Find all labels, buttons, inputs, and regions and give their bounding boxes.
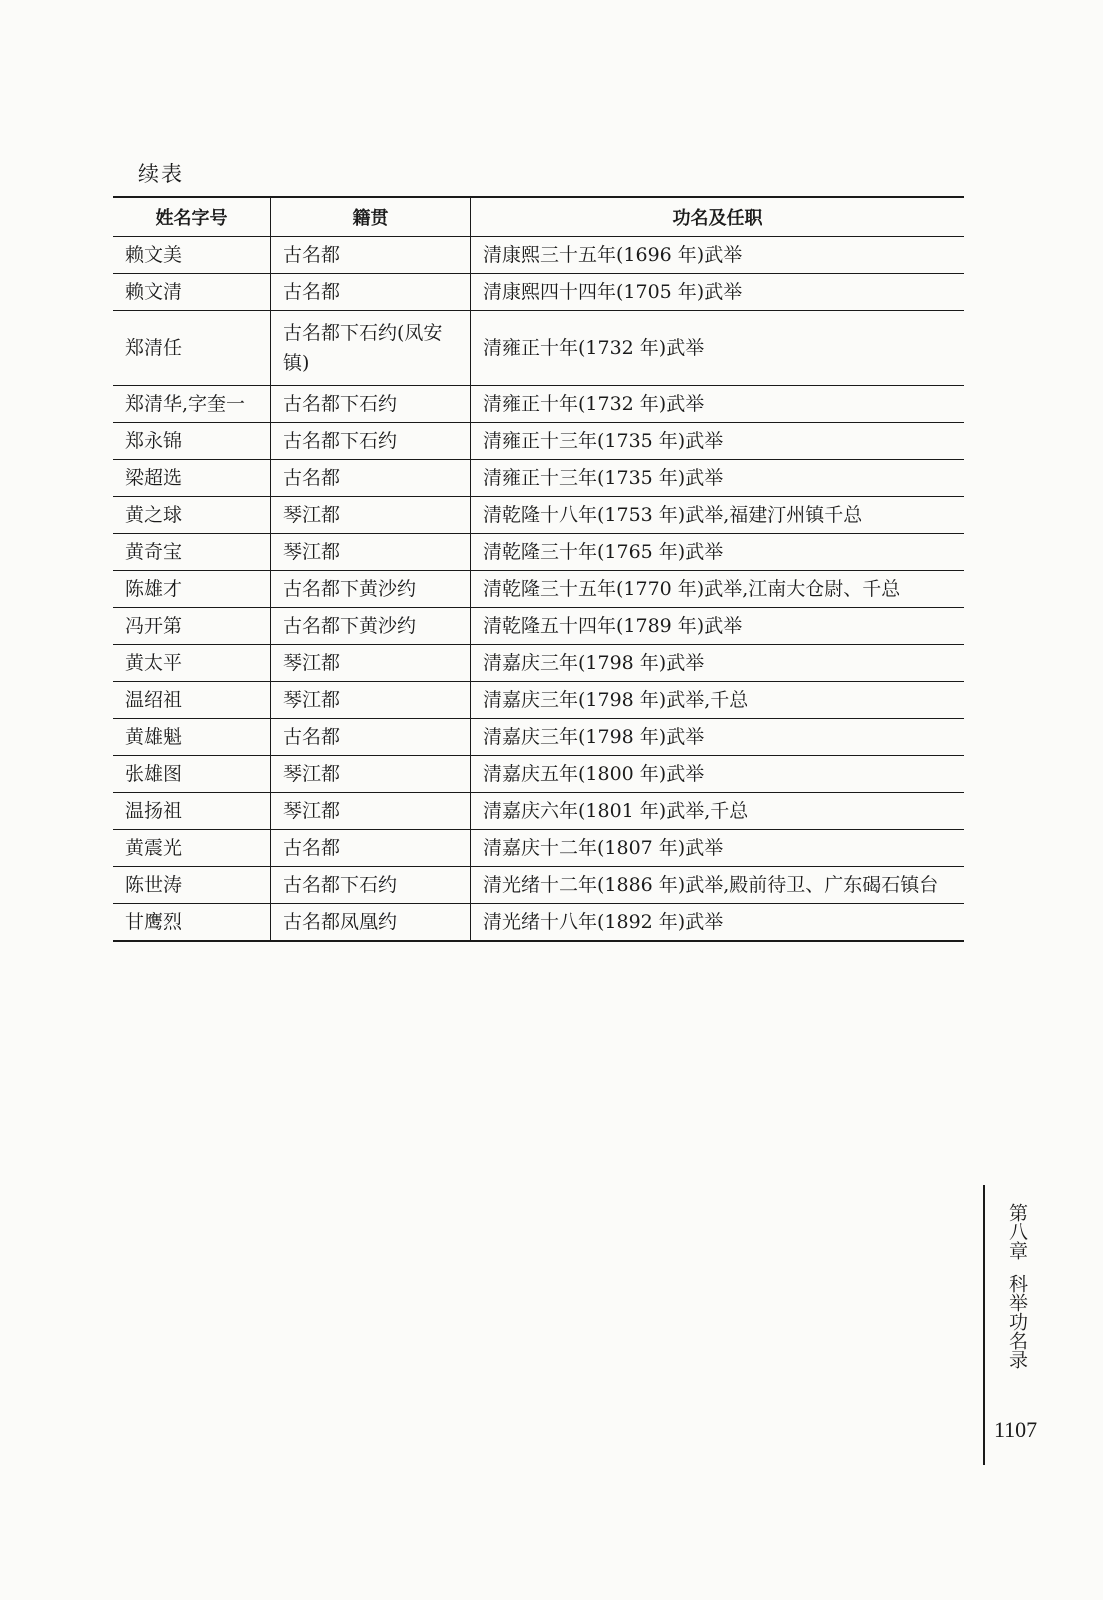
cell-name: 黄太平 (113, 645, 271, 682)
cell-name: 温扬祖 (113, 793, 271, 830)
cell-origin: 古名都 (271, 460, 471, 497)
cell-honor: 清乾隆三十五年(1770 年)武举,江南大仓尉、千总 (471, 571, 965, 608)
cell-name: 赖文清 (113, 274, 271, 311)
header-honor: 功名及任职 (471, 197, 965, 237)
cell-name: 郑清任 (113, 311, 271, 386)
table-row (113, 571, 964, 608)
table-row (113, 904, 964, 942)
cell-origin: 古名都下石约 (271, 386, 471, 423)
cell-name: 赖文美 (113, 237, 271, 274)
cell-origin: 古名都下石约 (271, 867, 471, 904)
chapter-title: 科举功名录 (1006, 1274, 1028, 1369)
table-row (113, 793, 964, 830)
cell-origin: 古名都下石约(凤安镇) (271, 311, 471, 386)
cell-origin: 琴江都 (271, 534, 471, 571)
cell-origin: 琴江都 (271, 793, 471, 830)
cell-name: 梁超选 (113, 460, 271, 497)
cell-origin: 古名都下黄沙约 (271, 608, 471, 645)
table-header-row (113, 197, 964, 237)
cell-honor: 清乾隆五十四年(1789 年)武举 (471, 608, 965, 645)
page-number: 1107 (994, 1417, 1038, 1442)
cell-name: 甘鹰烈 (113, 904, 271, 942)
cell-origin: 琴江都 (271, 756, 471, 793)
cell-origin: 古名都下石约 (271, 423, 471, 460)
cell-origin: 古名都凤凰约 (271, 904, 471, 942)
table-row (113, 274, 964, 311)
records-table (113, 196, 964, 942)
cell-name: 黄之球 (113, 497, 271, 534)
table-row (113, 237, 964, 274)
header-origin: 籍贯 (271, 197, 471, 237)
table-row (113, 756, 964, 793)
cell-honor: 清嘉庆六年(1801 年)武举,千总 (471, 793, 965, 830)
cell-name: 黄雄魁 (113, 719, 271, 756)
cell-honor: 清乾隆十八年(1753 年)武举,福建汀州镇千总 (471, 497, 965, 534)
cell-honor: 清嘉庆三年(1798 年)武举 (471, 645, 965, 682)
cell-honor: 清雍正十年(1732 年)武举 (471, 311, 965, 386)
cell-name: 温绍祖 (113, 682, 271, 719)
cell-name: 陈雄才 (113, 571, 271, 608)
table-row (113, 682, 964, 719)
cell-honor: 清雍正十三年(1735 年)武举 (471, 460, 965, 497)
cell-origin: 琴江都 (271, 645, 471, 682)
cell-honor: 清光绪十八年(1892 年)武举 (471, 904, 965, 942)
cell-honor: 清嘉庆十二年(1807 年)武举 (471, 830, 965, 867)
cell-name: 张雄图 (113, 756, 271, 793)
cell-honor: 清嘉庆五年(1800 年)武举 (471, 756, 965, 793)
cell-origin: 琴江都 (271, 497, 471, 534)
table-row (113, 719, 964, 756)
cell-origin: 琴江都 (271, 682, 471, 719)
cell-honor: 清康熙三十五年(1696 年)武举 (471, 237, 965, 274)
cell-name: 郑永锦 (113, 423, 271, 460)
cell-origin: 古名都 (271, 274, 471, 311)
cell-honor: 清乾隆三十年(1765 年)武举 (471, 534, 965, 571)
cell-origin: 古名都 (271, 830, 471, 867)
cell-name: 黄奇宝 (113, 534, 271, 571)
running-header (1005, 1203, 1029, 1369)
cell-honor: 清光绪十二年(1886 年)武举,殿前待卫、广东碣石镇台 (471, 867, 965, 904)
table-row (113, 608, 964, 645)
table-row (113, 830, 964, 867)
cell-origin: 古名都 (271, 719, 471, 756)
table-row (113, 867, 964, 904)
table-row (113, 460, 964, 497)
cell-honor: 清雍正十三年(1735 年)武举 (471, 423, 965, 460)
cell-honor: 清康熙四十四年(1705 年)武举 (471, 274, 965, 311)
cell-name: 陈世涛 (113, 867, 271, 904)
cell-honor: 清嘉庆三年(1798 年)武举 (471, 719, 965, 756)
table-row (113, 423, 964, 460)
table-row (113, 534, 964, 571)
table-caption: 续表 (138, 162, 184, 186)
cell-name: 冯开第 (113, 608, 271, 645)
cell-honor: 清嘉庆三年(1798 年)武举,千总 (471, 682, 965, 719)
cell-honor: 清雍正十年(1732 年)武举 (471, 386, 965, 423)
header-name: 姓名字号 (113, 197, 271, 237)
chapter-label: 第八章 (1006, 1203, 1028, 1260)
margin-rule (983, 1185, 985, 1465)
table-row (113, 497, 964, 534)
table-row (113, 311, 964, 386)
table-row (113, 386, 964, 423)
cell-name: 郑清华,字奎一 (113, 386, 271, 423)
cell-origin: 古名都下黄沙约 (271, 571, 471, 608)
table-row (113, 645, 964, 682)
cell-name: 黄震光 (113, 830, 271, 867)
cell-origin: 古名都 (271, 237, 471, 274)
